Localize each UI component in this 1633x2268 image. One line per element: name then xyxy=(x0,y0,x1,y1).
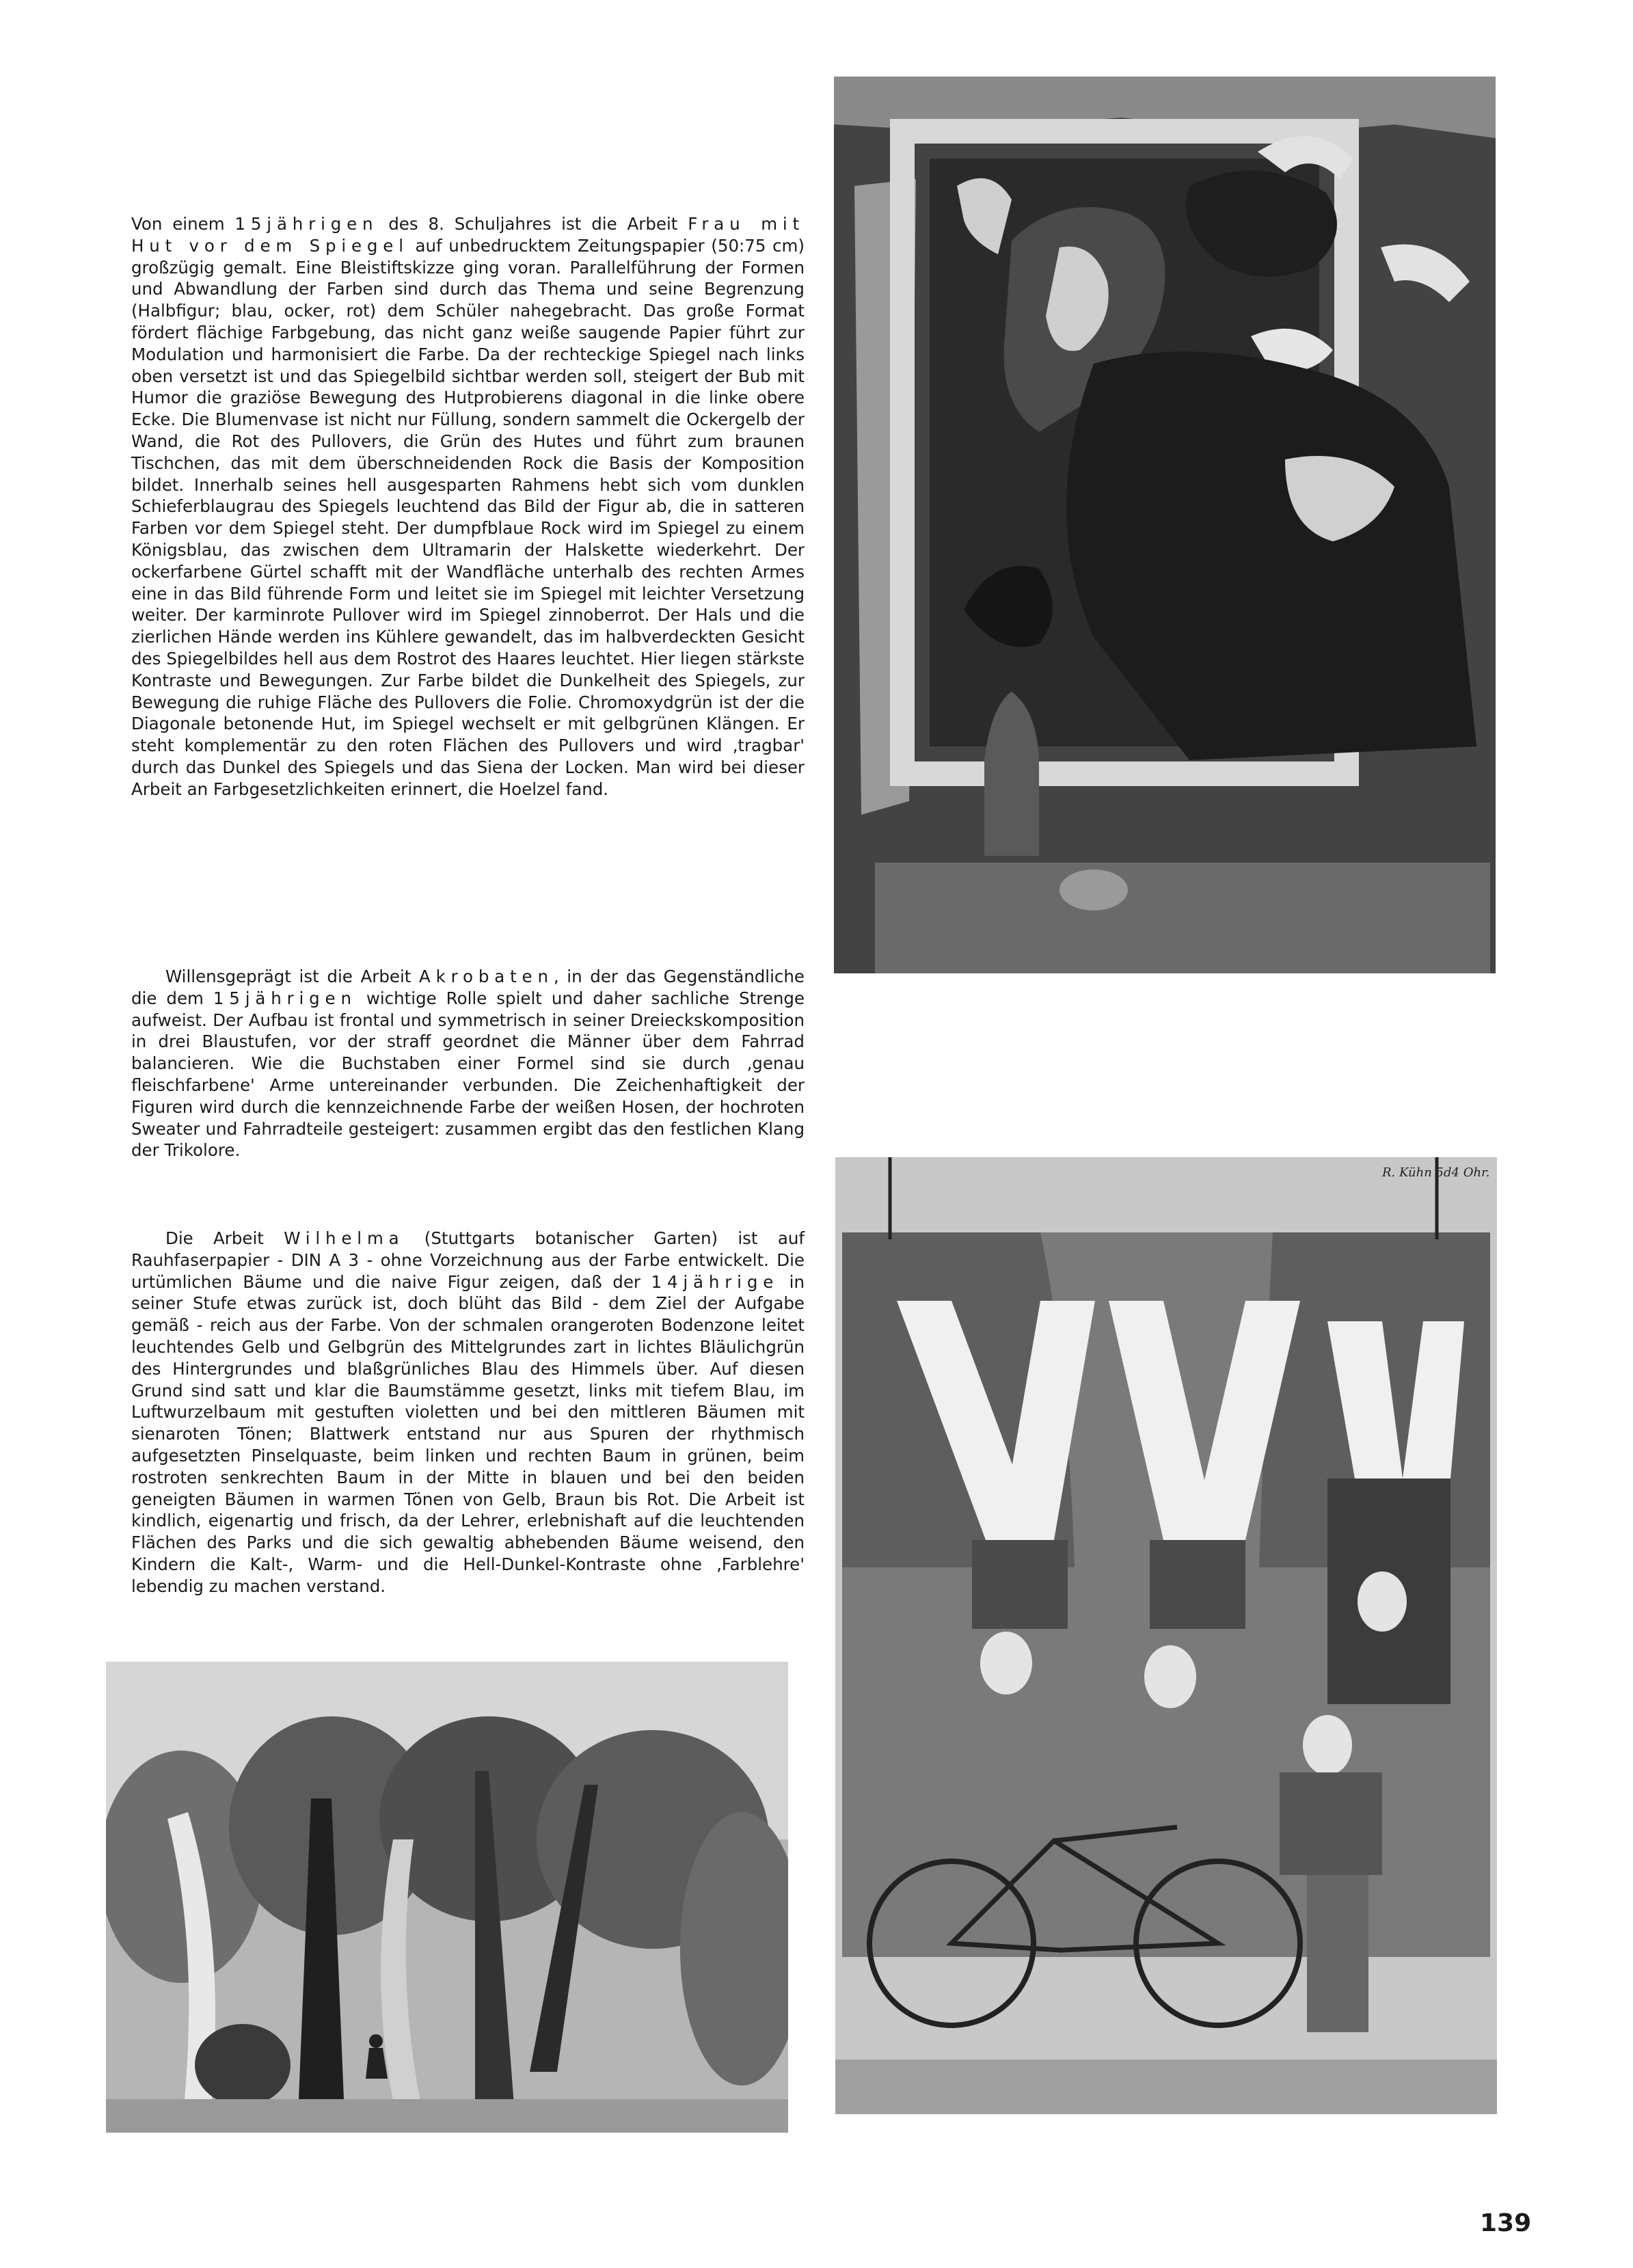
para2-age: 15jährigen xyxy=(213,988,357,1008)
para3-body: in seiner Stufe etwas zurück ist, doch blüht das Bild - dem Ziel der Aufgabe gemäß - reich aus der Farbe. Von der schmalen orangeroten Bodenzone leitet leuchtendes Gelb und Gelbgrün des Mittelgrundes zart in lichtes Bläulichgrün des Hintergrundes und blaßgrünliches Blau des Himmels über. Auf diesen Grund sind satt und klar die Baumstämme gesetzt, links mit tiefem Blau, im Luftwurzelbaum mit gestuften violetten und bei den mittleren Bäumen mit sienaroten Tönen; Blattwerk entstand nur aus Spuren der rhythmisch aufgesetzten Pinselquaste, beim linken und rechten Baum in grünen, beim rostroten senkrechten Baum in der Mitte in blauen und bei den beiden geneigten Bäumen in warmen Tönen von Gelb, Braun bis Rot. Die Arbeit ist kindlich, eigenartig und frisch, da der Lehrer, erlebnishaft auf die leuchtenden Flächen des Parks und die sich gewaltig abhebenden Bäume weisend, den Kindern die Kalt-, Warm- und die Hell-Dunkel-Kontraste ohne ‚Farblehre' lebendig zu machen verstand. xyxy=(131,1271,805,1596)
para3-age: 14jährige xyxy=(651,1271,779,1292)
para3-artwork-title: Wilhelma xyxy=(284,1228,405,1248)
page-number: 139 xyxy=(1480,2209,1532,2237)
figure-akrobaten xyxy=(835,1157,1497,2114)
painting-botanical-garden xyxy=(106,1662,788,2133)
para2-artwork-title: Akrobaten xyxy=(419,967,554,986)
paragraph-akrobaten xyxy=(131,966,805,1161)
para2-intro: Willensgeprägt ist die Arbeit xyxy=(165,967,420,986)
para1-after-age: des 8. Schuljahres ist die Arbeit xyxy=(378,214,688,234)
para2-body: wichtige Rolle spielt und daher sachliche Strenge aufweist. Der Aufbau ist frontal und symmetrisch in seiner Dreieckskomposition in drei Blaustufen, vor der straff geordnet die Männer über dem Fahrrad balancieren. Wie die Buchstaben einer Formel sind sie durch ‚genau fleischfarbene' Arme untereinander verbunden. Die Zeichenhaftigkeit der Figuren wird durch die kennzeichnende Farbe der weißen Hosen, der hochroten Sweater und Fahrradteile gesteigert: zusammen ergibt das den festlichen Klang der Trikolore. xyxy=(131,988,805,1161)
para1-artwork-title: Frau mit Hut vor dem Spiegel xyxy=(131,214,805,256)
paragraph-frau-mit-hut xyxy=(131,213,805,800)
figure-frau-mit-hut xyxy=(834,77,1496,973)
figure-wilhelma xyxy=(106,1662,788,2133)
painting-woman-mirror xyxy=(834,77,1496,973)
para3-after-title: (Stuttgarts botanischer Garten) ist auf Rauhfaserpapier - DIN A 3 - ohne Vorzeichnung aus der Farbe entwickelt. Die urtümlichen Bäume und die naive Figur zeigen, daß der xyxy=(131,1228,805,1292)
para1-intro: Von einem xyxy=(131,214,235,234)
paragraph-wilhelma xyxy=(131,1228,805,1597)
painting-acrobats xyxy=(835,1157,1497,2114)
painting-signature: R. Kühn 5d4 Ohr. xyxy=(1382,1165,1490,1180)
para2-after-title: , in der das Gegenständliche die dem xyxy=(131,967,805,1008)
para1-body: auf unbedrucktem Zeitungspapier (50:75 cm) großzügig gemalt. Eine Bleistiftskizze ging voran. Parallelführung der Formen und Abwandlung der Farben sind durch das Thema und seine Begrenzung (Halbfigur; blau, ocker, rot) dem Schüler nahegebracht. Das große Format fördert flächige Farbgebung, das nicht ganz weiße saugende Papier führt zur Modulation und harmonisiert die Farbe. Da der rechteckige Spiegel nach links oben versetzt ist und das Spiegelbild sichtbar werden soll, steigert der Bub mit Humor die graziöse Bewegung des Hutprobierens diagonal in die linke obere Ecke. Die Blumenvase ist nicht nur Füllung, sondern sammelt die Ockergelb der Wand, die Rot des Pullovers, die Grün des Hutes und führt zum braunen Tischchen, das mit dem überschneidenden Rock die Basis der Komposition bildet. Innerhalb seines hell ausgesparten Rahmens hebt sich vom dunklen Schieferblaugrau des Spiegels leuchtend das Bild der Figur ab, die in satteren Farben vor dem Spiegel steht. Der dumpfblaue Rock wird im Spiegel zu einem Königsblau, das zwischen dem Ultramarin der Halskette wiederkehrt. Der ockerfarbene Gürtel schafft mit der Wandfläche unterhalb des rechten Armes eine in das Bild führende Form und leitet sie im Spiegel mit leichter Versetzung weiter. Der karminrote Pullover wird im Spiegel zinnoberrot. Der Hals und die zierlichen Hände werden ins Kühlere gewandelt, das im halbverdeckten Gesicht des Spiegelbildes hell aus dem Rostrot des Haares leuchtet. Hier liegen stärkste Kontraste und Bewegungen. Zur Farbe bildet die Dunkelheit des Spiegels, zur Bewegung die ruhige Fläche des Pullovers die Folie. Chromoxydgrün ist der die Diagonale betonende Hut, im Spiegel wechselt er mit gelbgrünen Klängen. Er steht komplementär zu den roten Flächen des Pullovers und wird ‚tragbar' durch das Dunkel des Spiegels und das Siena der Locken. Man wird bei dieser Arbeit an Farbgesetzlichkeiten erinnert, die Hoelzel fand. xyxy=(131,235,805,799)
para3-intro: Die Arbeit xyxy=(165,1228,284,1248)
para1-age: 15jährigen xyxy=(234,214,379,234)
